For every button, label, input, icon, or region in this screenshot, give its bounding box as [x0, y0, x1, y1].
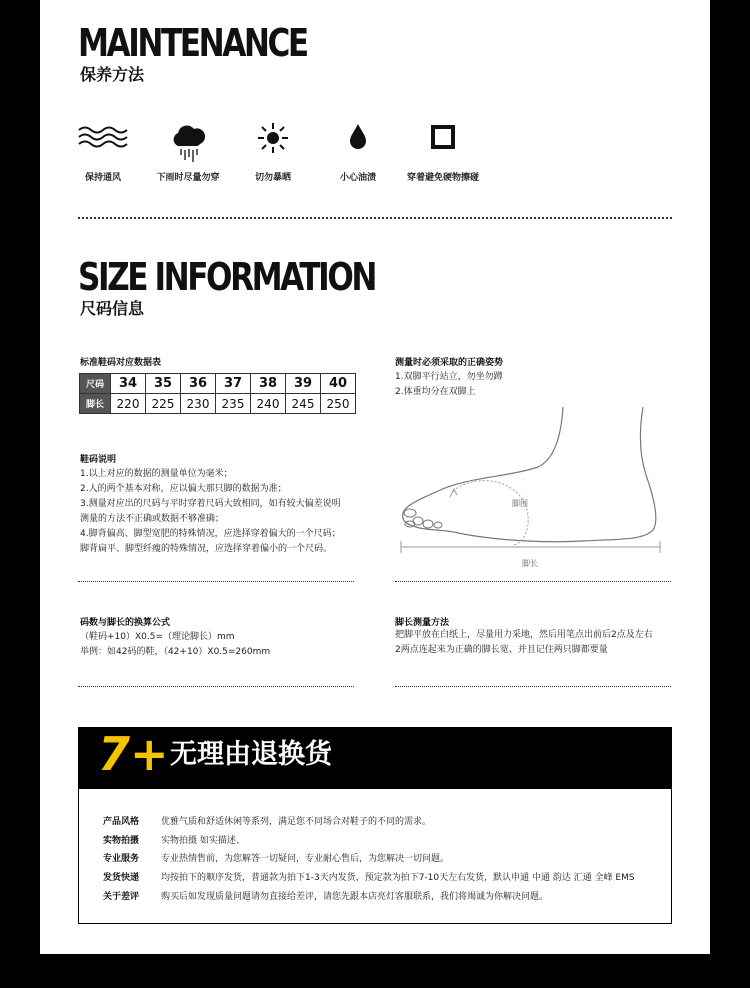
maintenance-title: MAINTENANCE — [78, 21, 307, 65]
info-key: 产品风格 — [103, 817, 140, 827]
note-line: 4.脚背偏高、脚型宽肥的特殊情况，应选择穿着偏大的一个尺码； — [80, 529, 341, 539]
table-cell: 36 — [181, 374, 216, 394]
info-row — [103, 870, 635, 883]
note-line: 2.人的两个基本对称，应以偏大那只脚的数据为准； — [80, 484, 287, 494]
table-cell: 37 — [216, 374, 251, 394]
table-title: 标准鞋码对应数据表 — [80, 358, 162, 368]
foot-illustration — [398, 405, 668, 570]
water-drop-icon — [349, 123, 367, 149]
posture-line: 1.双脚平行站立，勿坐勿蹲 — [395, 372, 503, 382]
info-key: 实物拍摄 — [103, 836, 140, 846]
method-line: 2两点连起来为正确的脚长宽、并且记住两只脚都要量 — [395, 645, 608, 655]
note-line: 脚背扁平、脚型纤瘦的特殊情况，应选择穿着偏小的一个尺码。 — [80, 544, 333, 554]
info-key: 发货快递 — [103, 873, 140, 883]
table-header-size: 尺码 — [80, 374, 111, 394]
posture-line: 2.体重均分在双脚上 — [395, 387, 476, 397]
formula-line: 举例：如42码的鞋，（42+10）X0.5=260mm — [80, 647, 271, 657]
table-cell: 240 — [251, 394, 286, 414]
waves-icon — [78, 126, 130, 148]
square-frame-icon — [431, 125, 455, 149]
rain-cloud-icon — [170, 122, 206, 164]
table-cell: 230 — [181, 394, 216, 414]
method-title: 脚长测量方法 — [395, 618, 450, 628]
posture-title: 测量时必须采取的正确姿势 — [395, 358, 504, 368]
table-cell: 35 — [146, 374, 181, 394]
icon-label: 下雨时尽量勿穿 — [156, 173, 220, 183]
table-cell: 40 — [321, 374, 356, 394]
table-cell: 39 — [286, 374, 321, 394]
info-value: 购买后如发现质量问题请勿直接给差评，请您先跟本店亮灯客服联系，我们将竭诚为你解决问题。 — [161, 892, 549, 902]
table-cell: 250 — [321, 394, 356, 414]
maintenance-title-cn: 保养方法 — [80, 65, 145, 84]
icon-label: 小心油渍 — [339, 173, 376, 183]
girth-label: 脚围 — [512, 499, 528, 508]
note-line: 3.测量对应出的尺码与平时穿着尺码大致相同，如有较大偏差说明 — [80, 499, 341, 509]
divider — [395, 686, 671, 687]
info-value: 专业热情售前，为您解答一切疑问，专业耐心售后，为您解决一切问题。 — [161, 854, 450, 864]
table-cell: 38 — [251, 374, 286, 394]
info-value: 均按拍下的顺序发货，普通款为拍下1-3天内发货，预定款为拍下7-10天左右发货，默认申通 中通 韵达 汇通 全峰 EMS — [161, 873, 635, 883]
table-cell: 220 — [111, 394, 146, 414]
banner-text: 无理由退换货 — [170, 739, 332, 770]
service-info — [78, 789, 672, 924]
divider — [395, 581, 671, 582]
table-cell: 225 — [146, 394, 181, 414]
length-label: 脚长 — [522, 559, 538, 568]
info-value: 优雅气质和舒适休闲等系列，满足您不同场合对鞋子的不同的需求。 — [161, 817, 432, 827]
notes-title: 鞋码说明 — [80, 455, 117, 465]
divider — [78, 581, 354, 582]
banner-number: 7+ — [98, 727, 169, 781]
note-line: 测量的方法不正确或数据不够准确； — [80, 514, 225, 524]
method-line: 把脚平放在白纸上，尽量用力采地，然后用笔点出前后2点及左右 — [395, 630, 653, 640]
info-row — [103, 851, 449, 864]
icon-label: 保持通风 — [84, 173, 121, 183]
info-value: 实物拍摄 如实描述、 — [161, 836, 245, 846]
sun-icon — [257, 122, 289, 154]
formula — [80, 630, 270, 660]
info-row — [103, 889, 548, 902]
info-row — [103, 833, 245, 846]
table-cell: 245 — [286, 394, 321, 414]
info-key: 专业服务 — [103, 854, 140, 864]
notes — [80, 467, 370, 557]
icon-label: 穿着避免硬物擦碰 — [406, 173, 479, 183]
formula-line: （鞋码+10）X0.5=（理论脚长）mm — [80, 632, 235, 642]
posture — [395, 370, 503, 400]
divider — [78, 686, 354, 687]
note-line: 1.以上对应的数据的测量单位为毫米； — [80, 469, 233, 479]
size-table — [79, 373, 356, 414]
method — [395, 628, 685, 658]
table-cell: 235 — [216, 394, 251, 414]
table-header-length: 脚长 — [80, 394, 111, 414]
icon-label: 切勿暴晒 — [254, 173, 291, 183]
formula-title: 码数与脚长的换算公式 — [80, 618, 171, 628]
size-info-title: SIZE INFORMATION — [78, 255, 375, 299]
info-key: 关于差评 — [103, 892, 140, 902]
return-banner — [78, 727, 672, 789]
info-row — [103, 814, 431, 827]
table-cell: 34 — [111, 374, 146, 394]
divider — [78, 217, 672, 219]
size-info-title-cn: 尺码信息 — [80, 299, 145, 318]
